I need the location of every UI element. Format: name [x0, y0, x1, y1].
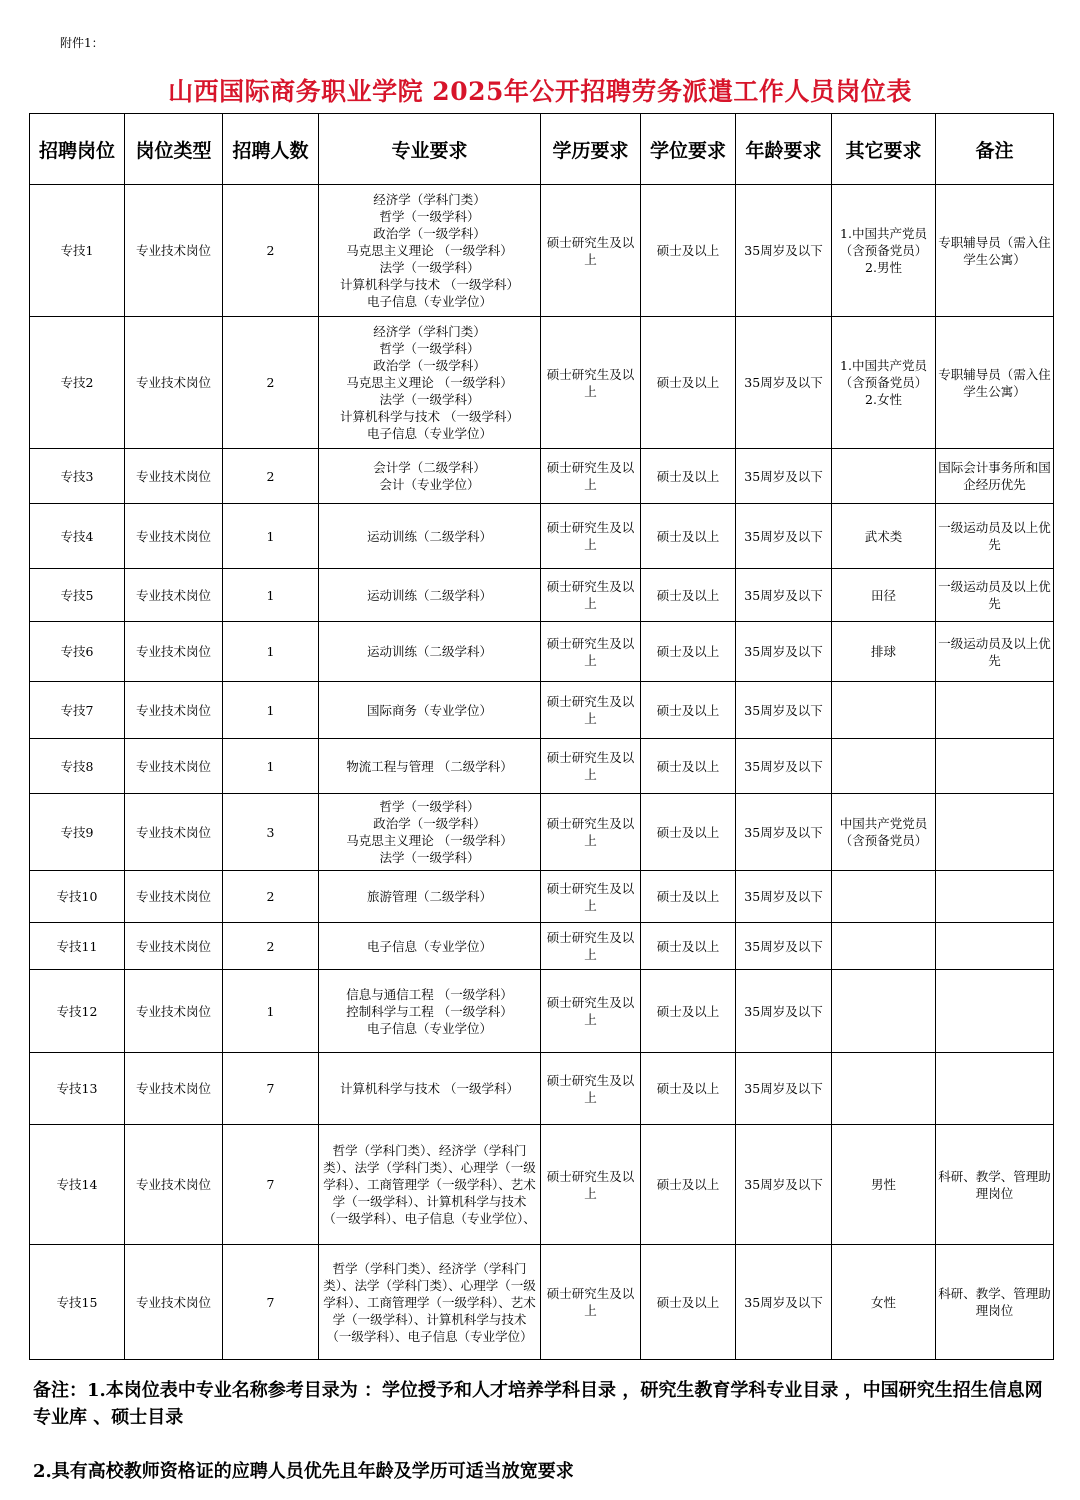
- major-line: 政治学（一级学科）: [373, 358, 486, 373]
- cell-remark: 一级运动员及以上优先: [936, 569, 1054, 622]
- cell-count: 7: [223, 1125, 319, 1245]
- cell-post: 专技8: [30, 739, 125, 794]
- cell-age: 35周岁及以下: [736, 622, 832, 682]
- cell-remark: [936, 1053, 1054, 1125]
- major-line: 马克思主义理论 （一级学科）: [346, 375, 513, 390]
- major-line: 计算机科学与技术 （一级学科）: [340, 1081, 519, 1096]
- cell-degree: 硕士及以上: [641, 504, 736, 569]
- note-1: 备注：1.本岗位表中专业名称参考目录为 ：学位授予和人才培养学科目录 ，研究生教育学科专业目录 ，中国研究生招生信息网专业库 、硕士目录: [33, 1380, 1043, 1428]
- cell-degree: 硕士及以上: [641, 1125, 736, 1245]
- major-line: 经济学（学科门类）: [373, 324, 486, 339]
- positions-table: [29, 113, 1054, 1360]
- cell-type: 专业技术岗位: [125, 1245, 223, 1360]
- cell-type: 专业技术岗位: [125, 504, 223, 569]
- cell-major: [319, 622, 541, 682]
- cell-type: 专业技术岗位: [125, 923, 223, 970]
- cell-education: 硕士研究生及以上: [541, 504, 641, 569]
- cell-education: 硕士研究生及以上: [541, 1245, 641, 1360]
- cell-degree: 硕士及以上: [641, 923, 736, 970]
- cell-count: 1: [223, 622, 319, 682]
- page-title: 山西国际商务职业学院 2025年公开招聘劳务派遣工作人员岗位表: [168, 77, 912, 106]
- major-line: 国际商务（专业学位）: [366, 702, 492, 718]
- cell-education: 硕士研究生及以上: [541, 317, 641, 449]
- major-line: 电子信息（专业学位）: [366, 938, 492, 954]
- major-line: 信息与通信工程 （一级学科）: [346, 986, 513, 1002]
- cell-education: 硕士研究生及以上: [541, 682, 641, 739]
- major-line: 政治学（一级学科）: [373, 226, 486, 241]
- cell-type: 专业技术岗位: [125, 739, 223, 794]
- cell-remark: 专职辅导员（需入住学生公寓）: [936, 317, 1054, 449]
- cell-education: 硕士研究生及以上: [541, 739, 641, 794]
- cell-education: 硕士研究生及以上: [541, 923, 641, 970]
- column-header-remark: 备注: [936, 114, 1054, 185]
- major-line: 马克思主义理论 （一级学科）: [346, 243, 513, 258]
- cell-other: [832, 923, 936, 970]
- table-row: [30, 682, 1054, 739]
- cell-age: 35周岁及以下: [736, 504, 832, 569]
- cell-other: [832, 1245, 936, 1360]
- cell-remark: [936, 923, 1054, 970]
- cell-post: 专技10: [30, 871, 125, 923]
- major-line: 运动训练（二级学科）: [366, 528, 492, 544]
- table-row: [30, 1125, 1054, 1245]
- cell-other: [832, 739, 936, 794]
- table-row: [30, 923, 1054, 970]
- cell-post: 专技5: [30, 569, 125, 622]
- cell-other: [832, 871, 936, 923]
- table-row: [30, 504, 1054, 569]
- cell-other: [832, 970, 936, 1053]
- cell-post: 专技4: [30, 504, 125, 569]
- major-line: 哲学（一级学科）: [379, 209, 480, 224]
- cell-other: [832, 569, 936, 622]
- cell-remark: 专职辅导员（需入住学生公寓）: [936, 185, 1054, 317]
- cell-degree: 硕士及以上: [641, 569, 736, 622]
- cell-count: 7: [223, 1245, 319, 1360]
- cell-major: [319, 970, 541, 1053]
- cell-major: [319, 871, 541, 923]
- cell-remark: 科研、教学、管理助理岗位: [936, 1245, 1054, 1360]
- cell-education: 硕士研究生及以上: [541, 794, 641, 871]
- cell-major: [319, 317, 541, 449]
- cell-post: 专技9: [30, 794, 125, 871]
- cell-education: 硕士研究生及以上: [541, 871, 641, 923]
- cell-other: [832, 449, 936, 504]
- cell-major: [319, 739, 541, 794]
- cell-other: [832, 185, 936, 317]
- major-line: 政治学（一级学科）: [373, 816, 486, 831]
- cell-type: 专业技术岗位: [125, 449, 223, 504]
- cell-count: 1: [223, 739, 319, 794]
- cell-count: 1: [223, 682, 319, 739]
- cell-type: 专业技术岗位: [125, 622, 223, 682]
- cell-age: 35周岁及以下: [736, 970, 832, 1053]
- cell-remark: [936, 794, 1054, 871]
- major-line: 哲学（一级学科）: [379, 341, 480, 356]
- table-row: [30, 1245, 1054, 1360]
- cell-post: 专技13: [30, 1053, 125, 1125]
- cell-remark: 科研、教学、管理助理岗位: [936, 1125, 1054, 1245]
- cell-post: 专技12: [30, 970, 125, 1053]
- cell-age: 35周岁及以下: [736, 739, 832, 794]
- major-text: 哲学（学科门类）、经济学（学科门类）、法学（学科门类）、心理学（一级学科）、工商管理学（一级学科）、艺术学（一级学科）、计算机科学与技术 （一级学科）、电子信息（专业学位）、: [323, 1143, 536, 1226]
- other-line: 排球: [870, 644, 896, 659]
- table-header-row: [30, 114, 1054, 185]
- cell-count: 1: [223, 970, 319, 1053]
- cell-major: [319, 569, 541, 622]
- table-row: [30, 794, 1054, 871]
- cell-other: [832, 794, 936, 871]
- cell-age: 35周岁及以下: [736, 923, 832, 970]
- column-header-major: 专业要求: [319, 114, 541, 185]
- cell-education: 硕士研究生及以上: [541, 185, 641, 317]
- cell-type: 专业技术岗位: [125, 871, 223, 923]
- cell-count: 7: [223, 1053, 319, 1125]
- cell-type: 专业技术岗位: [125, 1125, 223, 1245]
- cell-education: 硕士研究生及以上: [541, 622, 641, 682]
- cell-major: [319, 1053, 541, 1125]
- cell-degree: 硕士及以上: [641, 794, 736, 871]
- column-header-type: 岗位类型: [125, 114, 223, 185]
- major-line: 电子信息（专业学位）: [366, 426, 492, 441]
- cell-degree: 硕士及以上: [641, 1245, 736, 1360]
- major-text: 哲学（学科门类）、经济学（学科门类）、法学（学科门类）、心理学（一级学科）、工商管理学（一级学科）、艺术学（一级学科）、计算机科学与技术 （一级学科）、电子信息（专业学位）: [323, 1260, 536, 1344]
- attachment-label: 附件1：: [60, 36, 104, 50]
- cell-degree: 硕士及以上: [641, 739, 736, 794]
- cell-type: 专业技术岗位: [125, 569, 223, 622]
- table-row: [30, 970, 1054, 1053]
- major-line: 哲学（一级学科）: [379, 799, 480, 814]
- table-row: [30, 1053, 1054, 1125]
- major-line: 计算机科学与技术 （一级学科）: [340, 409, 519, 424]
- major-line: 马克思主义理论 （一级学科）: [346, 833, 513, 848]
- cell-education: 硕士研究生及以上: [541, 569, 641, 622]
- other-line: 1.中国共产党员（含预备党员）: [839, 358, 928, 390]
- cell-degree: 硕士及以上: [641, 317, 736, 449]
- major-line: 法学（一级学科）: [379, 392, 480, 407]
- cell-type: 专业技术岗位: [125, 317, 223, 449]
- column-header-post: 招聘岗位: [30, 114, 125, 185]
- cell-degree: 硕士及以上: [641, 622, 736, 682]
- cell-other: [832, 504, 936, 569]
- cell-post: 专技6: [30, 622, 125, 682]
- cell-education: 硕士研究生及以上: [541, 449, 641, 504]
- cell-age: 35周岁及以下: [736, 1125, 832, 1245]
- column-header-count: 招聘人数: [223, 114, 319, 185]
- cell-count: 1: [223, 569, 319, 622]
- cell-type: 专业技术岗位: [125, 682, 223, 739]
- note-2: 2.具有高校教师资格证的应聘人员优先且年龄及学历可适当放宽要求: [33, 1461, 574, 1482]
- other-line: 2.女性: [865, 392, 902, 407]
- cell-degree: 硕士及以上: [641, 449, 736, 504]
- major-line: 物流工程与管理 （二级学科）: [346, 758, 513, 774]
- other-line: 1.中国共产党员（含预备党员）: [839, 226, 928, 258]
- cell-post: 专技3: [30, 449, 125, 504]
- cell-age: 35周岁及以下: [736, 449, 832, 504]
- cell-major: [319, 1245, 541, 1360]
- major-line: 法学（一级学科）: [379, 850, 480, 865]
- other-line: 2.男性: [865, 260, 902, 275]
- major-line: 运动训练（二级学科）: [366, 644, 492, 659]
- cell-degree: 硕士及以上: [641, 1053, 736, 1125]
- cell-other: [832, 317, 936, 449]
- table-row: [30, 185, 1054, 317]
- cell-post: 专技1: [30, 185, 125, 317]
- major-line: 经济学（学科门类）: [373, 192, 486, 207]
- cell-degree: 硕士及以上: [641, 970, 736, 1053]
- other-line: 女性: [870, 1294, 896, 1310]
- cell-degree: 硕士及以上: [641, 871, 736, 923]
- cell-other: [832, 1125, 936, 1245]
- cell-age: 35周岁及以下: [736, 1053, 832, 1125]
- cell-post: 专技7: [30, 682, 125, 739]
- cell-type: 专业技术岗位: [125, 185, 223, 317]
- cell-remark: [936, 871, 1054, 923]
- cell-post: 专技15: [30, 1245, 125, 1360]
- cell-type: 专业技术岗位: [125, 1053, 223, 1125]
- table-row: [30, 449, 1054, 504]
- cell-count: 1: [223, 504, 319, 569]
- cell-education: 硕士研究生及以上: [541, 970, 641, 1053]
- cell-major: [319, 794, 541, 871]
- cell-type: 专业技术岗位: [125, 970, 223, 1053]
- major-line: 运动训练（二级学科）: [366, 587, 492, 603]
- major-line: 计算机科学与技术 （一级学科）: [340, 277, 519, 292]
- cell-count: 3: [223, 794, 319, 871]
- cell-major: [319, 504, 541, 569]
- column-header-education: 学历要求: [541, 114, 641, 185]
- cell-post: 专技2: [30, 317, 125, 449]
- cell-remark: 一级运动员及以上优先: [936, 504, 1054, 569]
- table-row: [30, 871, 1054, 923]
- major-line: 旅游管理（二级学科）: [366, 889, 492, 904]
- cell-age: 35周岁及以下: [736, 682, 832, 739]
- cell-degree: 硕士及以上: [641, 682, 736, 739]
- cell-post: 专技11: [30, 923, 125, 970]
- cell-age: 35周岁及以下: [736, 317, 832, 449]
- major-line: 法学（一级学科）: [379, 260, 480, 275]
- cell-post: 专技14: [30, 1125, 125, 1245]
- cell-count: 2: [223, 923, 319, 970]
- cell-other: [832, 1053, 936, 1125]
- cell-remark: 国际会计事务所和国企经历优先: [936, 449, 1054, 504]
- major-line: 会计学（二级学科）: [373, 460, 486, 475]
- cell-count: 2: [223, 449, 319, 504]
- cell-remark: 一级运动员及以上优先: [936, 622, 1054, 682]
- major-line: 电子信息（专业学位）: [366, 294, 492, 309]
- cell-major: [319, 923, 541, 970]
- notes-section: [33, 1377, 1043, 1485]
- cell-degree: 硕士及以上: [641, 185, 736, 317]
- cell-count: 2: [223, 317, 319, 449]
- cell-age: 35周岁及以下: [736, 1245, 832, 1360]
- cell-remark: [936, 682, 1054, 739]
- column-header-degree: 学位要求: [641, 114, 736, 185]
- cell-age: 35周岁及以下: [736, 185, 832, 317]
- cell-count: 2: [223, 871, 319, 923]
- table-row: [30, 622, 1054, 682]
- cell-education: 硕士研究生及以上: [541, 1053, 641, 1125]
- cell-major: [319, 682, 541, 739]
- cell-major: [319, 185, 541, 317]
- cell-remark: [936, 739, 1054, 794]
- major-line: 电子信息（专业学位）: [366, 1020, 492, 1036]
- cell-age: 35周岁及以下: [736, 794, 832, 871]
- cell-other: [832, 622, 936, 682]
- cell-type: 专业技术岗位: [125, 794, 223, 871]
- other-line: 武术类: [864, 528, 903, 544]
- cell-count: 2: [223, 185, 319, 317]
- cell-age: 35周岁及以下: [736, 569, 832, 622]
- cell-education: 硕士研究生及以上: [541, 1125, 641, 1245]
- column-header-other: 其它要求: [832, 114, 936, 185]
- table-row: [30, 317, 1054, 449]
- major-line: 控制科学与工程 （一级学科）: [346, 1003, 513, 1019]
- column-header-age: 年龄要求: [736, 114, 832, 185]
- cell-age: 35周岁及以下: [736, 871, 832, 923]
- other-line: 田径: [870, 587, 896, 603]
- cell-remark: [936, 970, 1054, 1053]
- other-line: 男性: [870, 1177, 896, 1192]
- cell-major: [319, 449, 541, 504]
- other-line: 中国共产党党员（含预备党员）: [839, 816, 928, 848]
- major-line: 会计（专业学位）: [379, 477, 480, 492]
- cell-major: [319, 1125, 541, 1245]
- cell-other: [832, 682, 936, 739]
- table-row: [30, 569, 1054, 622]
- table-row: [30, 739, 1054, 794]
